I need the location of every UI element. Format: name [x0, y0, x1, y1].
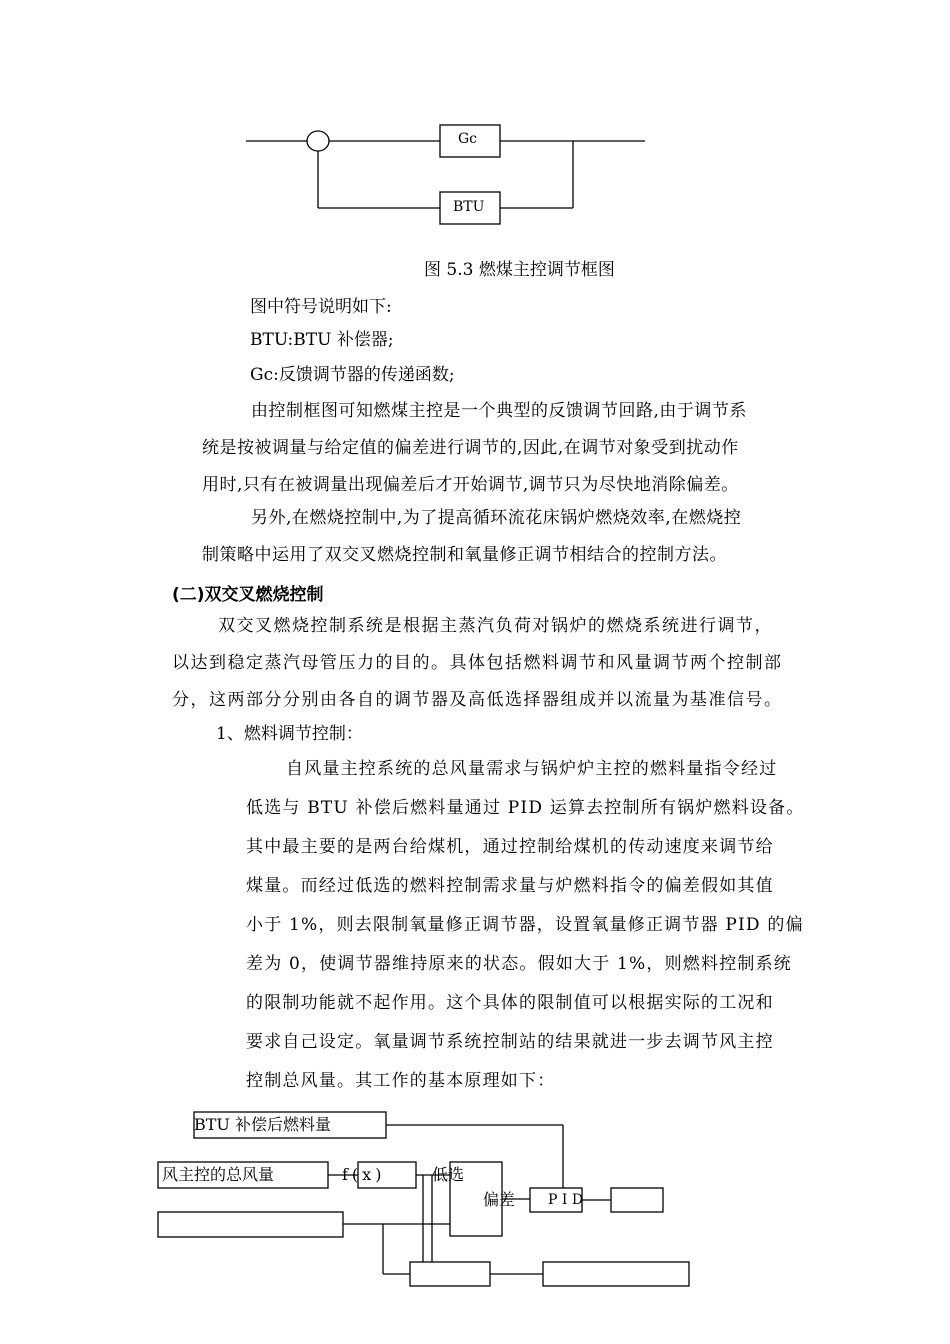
legend-intro: 图中符号说明如下: — [250, 297, 392, 317]
btu-compensated-fuel-label: BTU 补偿后燃料量 — [194, 1115, 332, 1134]
paragraph-line: 统是按被调量与给定值的偏差进行调节的,因此,在调节对象受到扰动作 — [202, 438, 739, 458]
paragraph-combustion-control — [202, 500, 741, 574]
paragraph-line: 分，这两部分分别由各自的调节器及高低选择器组成并以流量为基准信号。 — [172, 690, 783, 710]
paragraph-line: 以达到稳定蒸汽母管压力的目的。具体包括燃料调节和风量调节两个控制部 — [172, 653, 783, 673]
paragraph-line: 的限制功能就不起作用。这个具体的限制值可以根据实际的工况和 — [246, 993, 774, 1013]
summing-junction — [307, 131, 329, 151]
paragraph-line: 用时,只有在被调量出现偏差后才开始调节,调节只为尽快地消除偏差。 — [202, 475, 739, 495]
paragraph-line: 差为 0，使调节器维持原来的状态。假如大于 1%，则燃料控制系统 — [246, 954, 792, 974]
btu-label: BTU — [453, 199, 485, 215]
paragraph-double-cross — [172, 608, 783, 719]
subheading-fuel-control: 1、燃料调节控制： — [216, 724, 363, 744]
paragraph-feedback-loop — [202, 393, 747, 504]
paragraph-line: 由控制框图可知燃煤主控是一个典型的反馈调节回路,由于调节系 — [251, 401, 747, 421]
legend-gc: Gc:反馈调节器的传递函数; — [250, 365, 455, 385]
paragraph-fuel-control — [246, 750, 805, 1101]
paragraph-line: 控制总风量。其工作的基本原理如下： — [246, 1071, 556, 1091]
legend-btu: BTU:BTU 补偿器; — [250, 330, 394, 350]
low-select-label: 低选 — [432, 1165, 465, 1184]
paragraph-line: 制策略中运用了双交叉燃烧控制和氧量修正调节相结合的控制方法。 — [202, 545, 727, 565]
paragraph-line: 自风量主控系统的总风量需求与锅炉炉主控的燃料量指令经过 — [286, 759, 778, 779]
paragraph-line: 要求自己设定。氧量调节系统控制站的结果就进一步去调节风主控 — [246, 1032, 774, 1052]
lower-left-box — [410, 1262, 490, 1286]
paragraph-line: 双交叉燃烧控制系统是根据主蒸汽负荷对锅炉的燃烧系统进行调节， — [218, 616, 773, 636]
paragraph-line: 其中最主要的是两台给煤机，通过控制给煤机的传动速度来调节给 — [246, 837, 774, 857]
fx-label: f(x) — [342, 1165, 386, 1184]
deviation-label: 偏差 — [483, 1190, 516, 1209]
paragraph-line: 低选与 BTU 补偿后燃料量通过 PID 运算去控制所有锅炉燃料设备。 — [246, 798, 805, 818]
air-master-label: 风主控的总风量 — [162, 1165, 275, 1184]
pid-label: P I D — [548, 1192, 584, 1208]
paragraph-line: 煤量。而经过低选的燃料控制需求量与炉燃料指令的偏差假如其值 — [246, 876, 774, 896]
figure-caption: 图 5.3 燃煤主控调节框图 — [424, 260, 615, 280]
section-heading: (二)双交叉燃烧控制 — [172, 585, 324, 605]
blank-input-box — [158, 1212, 343, 1237]
output-box — [611, 1188, 663, 1212]
paragraph-line: 另外,在燃烧控制中,为了提高循环流花床锅炉燃烧效率,在燃烧控 — [251, 508, 742, 528]
paragraph-line: 小于 1%，则去限制氧量修正调节器，设置氧量修正调节器 PID 的偏 — [246, 915, 804, 935]
lower-right-box — [543, 1262, 689, 1286]
gc-label: Gc — [458, 131, 478, 147]
